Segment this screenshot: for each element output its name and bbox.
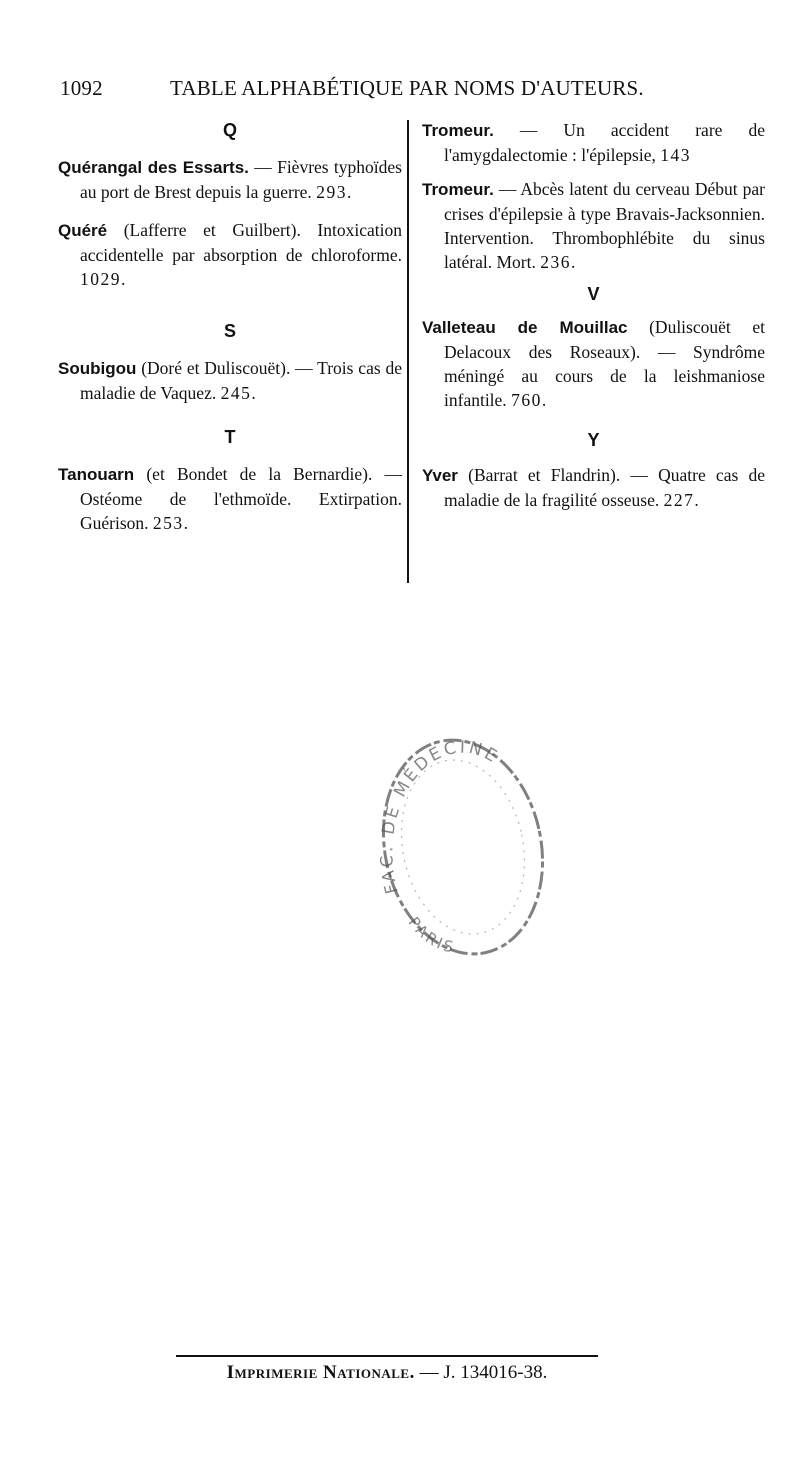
index-entry xyxy=(58,218,402,291)
entry-text: (et Bondet de la Bernardie). — Ostéome de l'ethmoïde. Extirpation. Guérison. xyxy=(80,464,402,533)
section-letter-y: Y xyxy=(587,430,600,450)
imprint-name: Imprimerie Nationale. xyxy=(226,1362,415,1383)
imprint-code: — J. 134016-38. xyxy=(414,1362,548,1383)
page-reference: 236. xyxy=(540,252,577,272)
printer-imprint xyxy=(176,1362,598,1384)
footer-rule xyxy=(176,1355,598,1357)
stamp-text-top: FAC. DE MÉDECINE xyxy=(377,737,503,896)
index-entry xyxy=(58,356,402,405)
author-name: Yver xyxy=(422,466,458,485)
index-entry xyxy=(422,177,765,274)
svg-text:PARIS xyxy=(405,914,458,957)
page-reference: 227. xyxy=(663,490,701,510)
index-entry xyxy=(422,315,765,412)
page-reference: 1029. xyxy=(80,269,127,289)
index-entry xyxy=(422,463,765,512)
entry-text: (Barrat et Flandrin). — Quatre cas de maladie de la fragilité osseuse. xyxy=(444,465,765,510)
entry-text: (Lafferre et Guilbert). Intoxication accidentelle par absorption de chloroforme. xyxy=(80,220,402,265)
column-divider xyxy=(407,120,409,583)
author-name: Tromeur. xyxy=(422,121,494,140)
author-name: Soubigou xyxy=(58,359,137,378)
left-column xyxy=(58,118,402,535)
page-number: 1092 xyxy=(60,76,103,100)
index-entry xyxy=(58,155,402,204)
author-name: Valleteau de Mouillac xyxy=(422,318,628,337)
page-reference: 245. xyxy=(220,383,258,403)
author-name: Tanouarn xyxy=(58,465,135,484)
index-entry xyxy=(422,118,765,167)
right-column xyxy=(422,118,765,512)
entry-text: — Abcès latent du cerveau Début par crises d'épilepsie à type Bravais-Jacksonnien. Intervention. Thrombophlébite du sinus latéral. Mort. xyxy=(444,179,765,272)
page-reference: 293. xyxy=(316,182,353,202)
entry-text: — Fièvres typhoïdes au port de Brest depuis la guerre. xyxy=(80,157,402,202)
author-name: Quérangal des Essarts. xyxy=(58,158,249,177)
page-reference: 760. xyxy=(511,390,548,410)
section-letter-q: Q xyxy=(222,120,237,140)
entry-text: (Doré et Duliscouët). — Trois cas de maladie de Vaquez. xyxy=(80,358,402,403)
entry-text: (Duliscouët et Delacoux des Roseaux). — Syndrôme méningé au cours de la leishmaniose infantile. xyxy=(444,317,765,410)
section-letter-t: T xyxy=(224,427,236,447)
stamp-text-bottom: PARIS xyxy=(404,913,458,957)
page-header xyxy=(60,76,670,106)
svg-text:FAC. DE MÉDECINE xyxy=(377,738,502,896)
index-entry xyxy=(58,462,402,535)
page-reference: 143 xyxy=(660,145,691,165)
author-name: Quéré xyxy=(58,221,108,240)
entry-text: — Un accident rare de l'amygdalectomie : l'épilepsie, xyxy=(444,120,765,165)
library-stamp xyxy=(368,722,548,962)
section-letter-s: S xyxy=(223,321,236,341)
running-title: TABLE ALPHABÉTIQUE PAR NOMS D'AUTEURS. xyxy=(170,76,644,100)
page-reference: 253. xyxy=(152,513,190,533)
author-name: Tromeur. xyxy=(422,180,494,199)
section-letter-v: V xyxy=(587,284,600,304)
